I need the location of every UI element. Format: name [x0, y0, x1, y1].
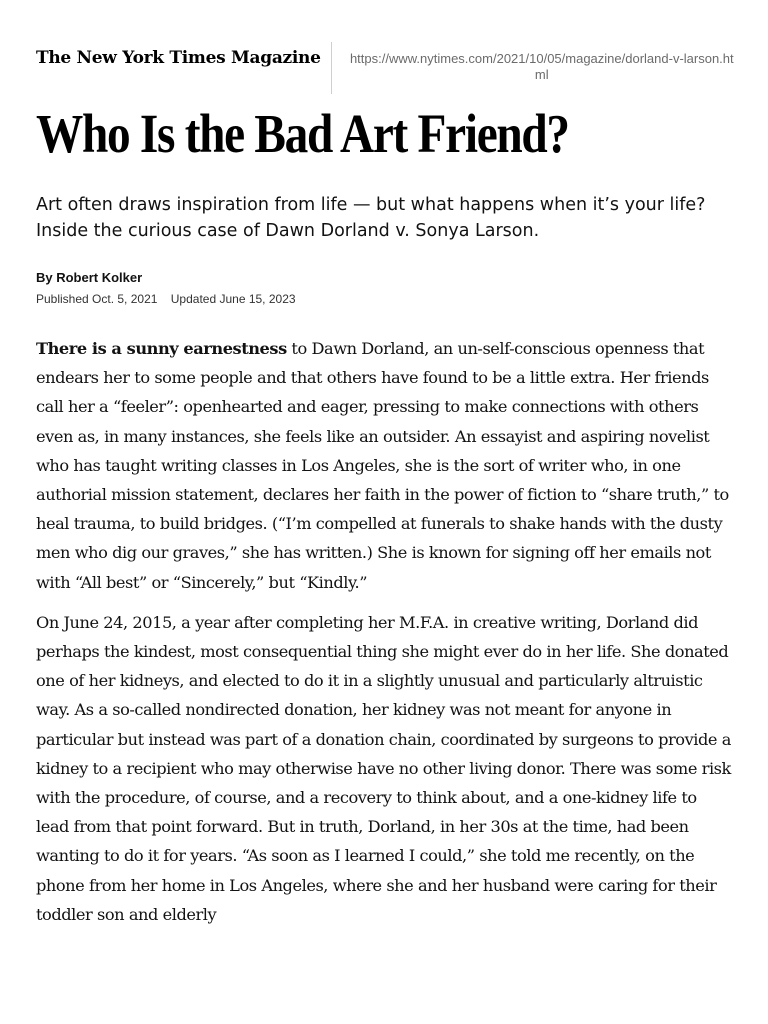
body-paragraph: [36, 608, 734, 929]
updated-date: Updated June 15, 2023: [170, 292, 296, 306]
paragraph-text: On June 24, 2015, a year after completing her M.F.A. in creative writing, Dorland did perhaps the kindest, most consequential thing she might ever do in her life. She donated one of her kidneys, and elected to do it in a slightly unusual and particularly altruistic way. As a so-called nondirected donation, her kidney was not meant for anyone in particular but instead was part of a donation chain, coordinated by surgeons to provide a kidney to a recipient who may otherwise have no other living donor. There was some risk with the procedure, of course, and a recovery to think about, and a one-kidney life to lead from that point forward. But in truth, Dorland, in her 30s at the time, had been wanting to do it for years. “As soon as I learned I could,” she told me recently, on the phone from her home in Los Angeles, where she and her husband were caring for their toddler son and elderly: [36, 612, 731, 924]
paragraph-text: to Dawn Dorland, an un-self-conscious openness that endears her to some people and that others have found to be a little extra. Her friends call her a “feeler”: openhearted and eager, pressing to make connections with others even as, in many instances, she feels like an outsider. An essayist and aspiring novelist who has taught writing classes in Los Angeles, she is the sort of writer who, in one authorial mission statement, declares her faith in the power of fiction to “share truth,” to heal trauma, to build bridges. (“I’m compelled at funerals to shake hands with the dusty men who dig our graves,” she has written.) She is known for signing off her emails not with “All best” or “Sincerely,” but “Kindly.”: [36, 339, 729, 592]
paragraph-lead-in: There is a sunny earnestness: [36, 339, 287, 358]
body-paragraph: [36, 334, 734, 597]
article-page: [36, 40, 734, 940]
article-dek: Art often draws inspiration from life — but what happens when it’s your life? Inside the curious case of Dawn Dorland v. Sonya Larson.: [36, 195, 706, 241]
article-dates: [36, 292, 734, 306]
masthead-divider: [331, 42, 332, 94]
article-headline: Who Is the Bad Art Friend?: [36, 103, 569, 164]
nyt-magazine-logo[interactable]: The New York Times Magazine: [36, 48, 321, 68]
published-date: Published Oct. 5, 2021: [36, 292, 158, 306]
article-byline: By Robert Kolker: [36, 270, 143, 285]
masthead: [36, 40, 734, 94]
article-url: https://www.nytimes.com/2021/10/05/magazine/dorland-v-larson.html: [349, 51, 734, 82]
article-body: [36, 334, 734, 929]
